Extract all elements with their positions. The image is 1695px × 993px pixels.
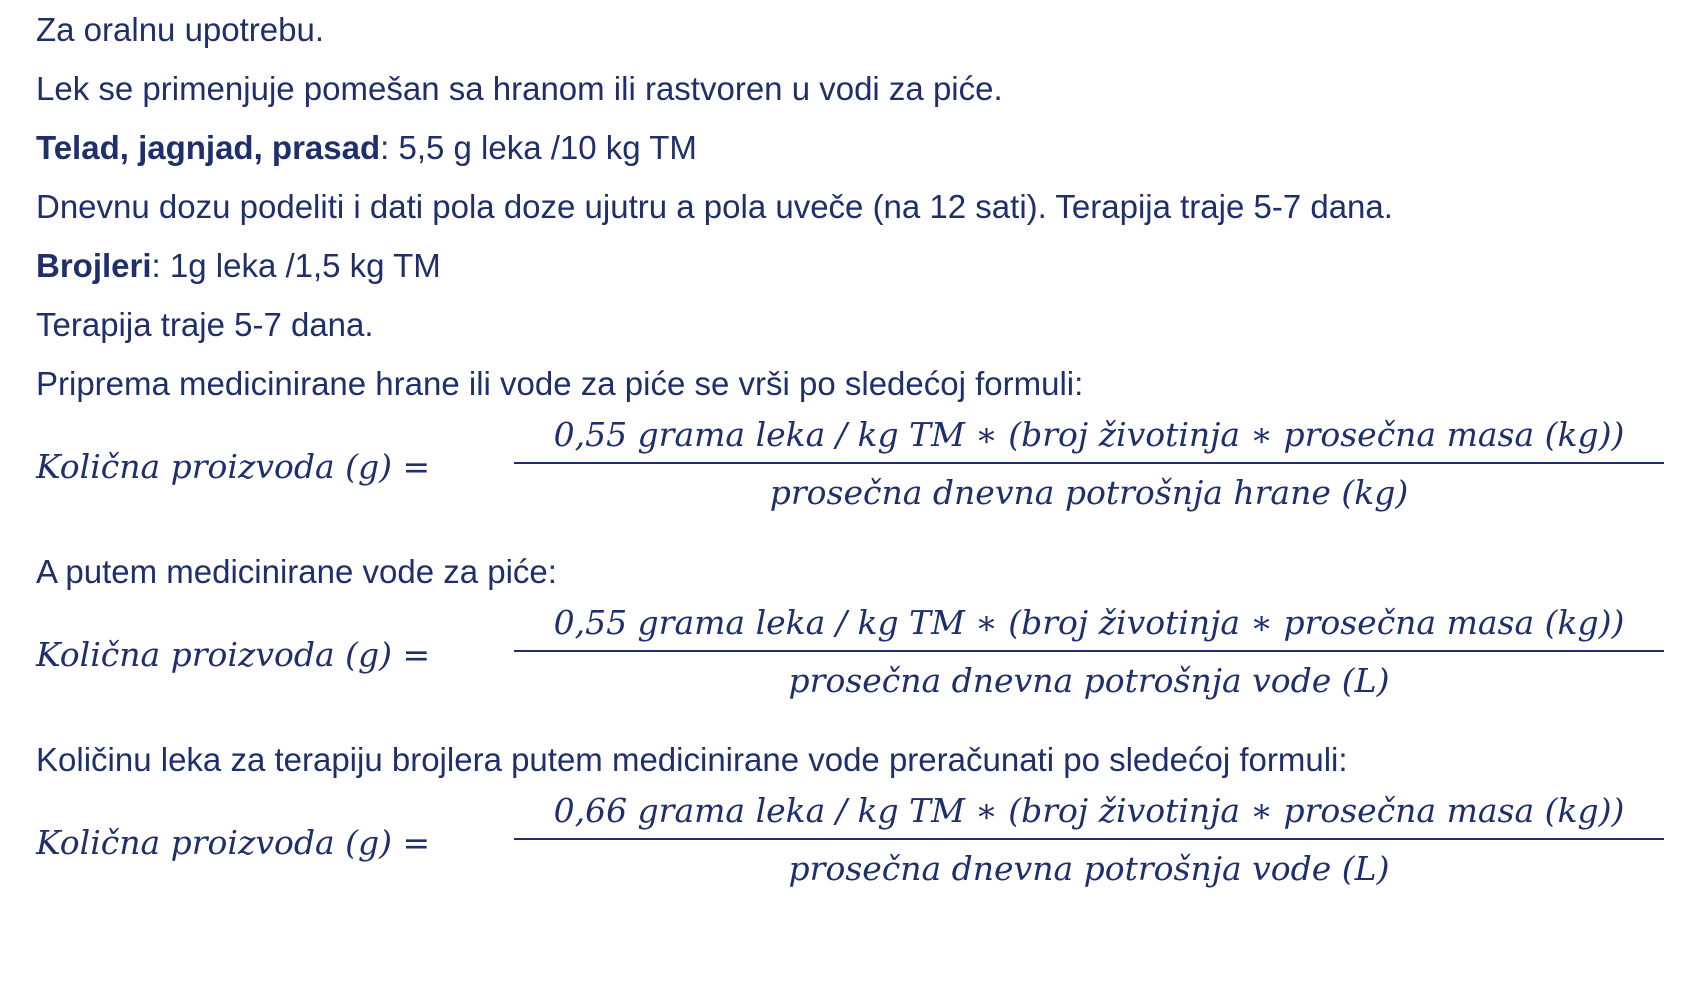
formula-broiler bbox=[36, 788, 1676, 906]
intro-line-oral-use: Za oralnu upotrebu. bbox=[36, 11, 325, 48]
dosage-document bbox=[36, 10, 1676, 906]
broilers-dose-line bbox=[36, 246, 1676, 286]
calves-dose-line bbox=[36, 128, 1676, 168]
formula-feed-lhs: Količna proizvoda (g) = bbox=[36, 447, 431, 486]
fraction-bar bbox=[514, 650, 1664, 652]
calves-dose: : 5,5 g leka /10 kg TM bbox=[380, 129, 697, 166]
formula-water-denominator: prosečna dnevna potrošnja vode (L) bbox=[788, 661, 1390, 700]
formula-feed bbox=[36, 412, 1676, 530]
intro-line-administration: Lek se primenjuje pomešan sa hranom ili rastvoren u vodi za piće. bbox=[36, 70, 1003, 107]
formula-broiler-numerator: 0,66 grama leka / kg TM ∗ (broj životinja ∗ prosečna masa (kg)) bbox=[553, 791, 1625, 830]
formula-feed-numerator: 0,55 grama leka / kg TM ∗ (broj životinja ∗ prosečna masa (kg)) bbox=[553, 415, 1625, 454]
fraction-bar bbox=[514, 462, 1664, 464]
formula-feed-fraction bbox=[514, 412, 1664, 516]
formula-water bbox=[36, 600, 1676, 718]
formula-broiler-lhs: Količna proizvoda (g) = bbox=[36, 823, 431, 862]
formula-feed-denominator: prosečna dnevna potrošnja hrane (kg) bbox=[769, 473, 1409, 512]
broilers-duration: Terapija traje 5-7 dana. bbox=[36, 306, 374, 343]
preparation-text: Priprema medicinirane hrane ili vode za piće se vrši po sledećoj formuli: bbox=[36, 365, 1084, 402]
water-text: A putem medicinirane vode za piće: bbox=[36, 553, 557, 590]
calves-instructions: Dnevnu dozu podeliti i dati pola doze ujutru a pola uveče (na 12 sati). Terapija traje 5-7 dana. bbox=[36, 188, 1393, 225]
formula-water-lhs: Količna proizvoda (g) = bbox=[36, 635, 431, 674]
fraction-bar bbox=[514, 838, 1664, 840]
formula-broiler-denominator: prosečna dnevna potrošnja vode (L) bbox=[788, 849, 1390, 888]
formula-water-fraction bbox=[514, 600, 1664, 704]
formula-broiler-fraction bbox=[514, 788, 1664, 892]
calves-label: Telad, jagnjad, prasad bbox=[36, 129, 381, 166]
broilers-label: Brojleri bbox=[36, 247, 152, 284]
broilers-dose: : 1g leka /1,5 kg TM bbox=[151, 247, 441, 284]
broiler-water-text: Količinu leka za terapiju brojlera putem medicinirane vode preračunati po sledećoj formuli: bbox=[36, 741, 1348, 778]
formula-water-numerator: 0,55 grama leka / kg TM ∗ (broj životinja ∗ prosečna masa (kg)) bbox=[553, 603, 1625, 642]
